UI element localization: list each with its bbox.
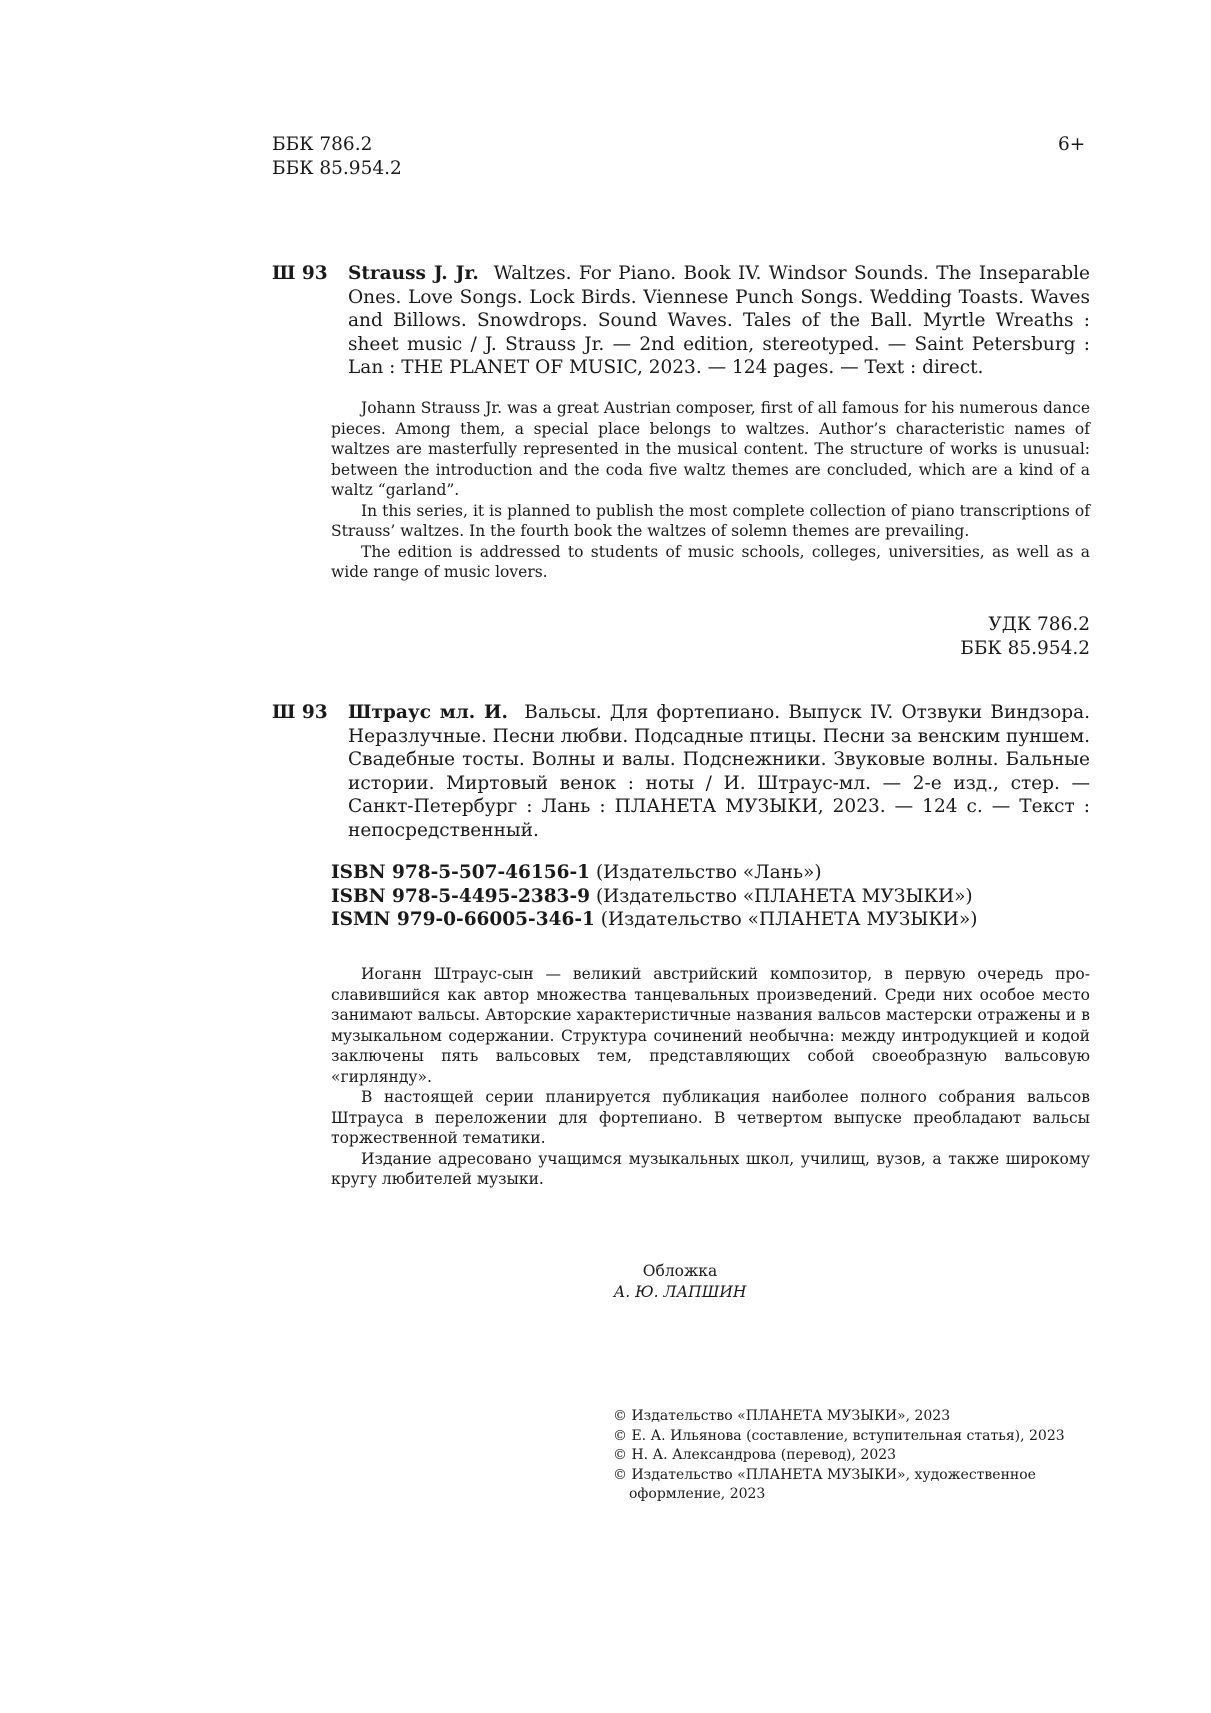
header-bbk-block [272,133,402,180]
identifiers-block [331,861,977,932]
english-abstract-paragraph: Johann Strauss Jr. was a great Austrian composer, first of all famous for his numerous dance pieces. Among them, a special place belongs to waltzes. Author’s characteristic names of waltzes are masterfully represented in the musical content. The structure of works is unusual: between the introduction and the coda five waltz themes are concluded, which are a kind of a waltz “garland”. [331,399,1090,499]
identifier-code: ISBN 978-5-4495-2383-9 [331,885,591,907]
english-catalog-entry [272,262,1090,380]
identifier-code: ISBN 978-5-507-46156-1 [331,862,591,883]
header-bbk-2: ББК 85.954.2 [272,157,402,179]
identifier-publisher: (Издательство «Лань») [590,862,822,883]
identifier-publisher: (Издательство «ПЛАНЕТА МУЗЫКИ») [594,909,978,930]
copyright-block [613,1407,1093,1505]
russian-citation [348,701,1090,842]
copyright-line: © Издательство «ПЛАНЕТА МУЗЫКИ», художественное оформление, 2023 [613,1466,1036,1502]
copyright-line: © Н. А. Александрова (перевод), 2023 [613,1447,897,1463]
identifier-publisher: (Издательство «ПЛАНЕТА МУЗЫКИ») [590,885,973,907]
age-rating: 6+ [1058,134,1086,155]
russian-abstract [331,964,1090,1190]
russian-catalog-entry [272,701,1090,842]
russian-citation-text: Вальсы. Для фортепиано. Выпуск IV. Отзвуки Виндзора. Неразлучные. Песни любви. Подсадные птицы. Песни за венским пуншем. Свадебные тосты. Волны и валы. Подснежники. Звуковые волны. Бальные истории. Миртовый венок : ноты / И. Штраус-мл. — 2-е изд., стер. — Санкт-Петербург : Лань : ПЛАНЕТА МУЗЫКИ, 2023. — 124 с. — Текст : непосредственный. [348,702,1090,841]
identifier-line [331,861,977,885]
russian-abstract-paragraph: В настоящей серии планируется публикация наиболее полного собрания вальсов Штрауса в переложении для фортепиано. В четвертом выпуске преобладают вальсы торжественной тематики. [331,1088,1090,1147]
english-abstract [331,398,1090,583]
russian-abstract-paragraph: Иоганн Штраус-сын — великий австрийский композитор, в первую очередь прославившийся как автор множества танцевальных произведений. Среди них особое место занимают вальсы. Авторские характеристичные названия вальсов мастерски отражены и в музыкальном содержании. Структура сочинений необычна: между интродукцией и кодой заключены пять вальсовых тем, представляющих собой своеобразную вальсовую «гирлянду». [331,965,1090,1086]
english-citation-text: Waltzes. For Piano. Book IV. Windsor Sounds. The Inseparable Ones. Love Songs. Lock Birds. Viennese Punch Songs. Wedding Toasts. Waves and Billows. Snowdrops. Sound Waves. Tales of the Ball. Myrtle Wreaths : sheet music / J. Strauss Jr. — 2nd edition, stereotyped. — Saint Petersburg : Lan : THE PLANET OF MUSIC, 2023. — 124 pages. — Text : direct. [348,263,1090,378]
english-abstract-paragraph: In this series, it is planned to publish the most complete collection of piano transcriptions of Strauss’ waltzes. In the fourth book the waltzes of solemn themes are prevailing. [331,501,1090,540]
header-bbk-1: ББК 786.2 [272,134,373,155]
copyright-line: © Издательство «ПЛАНЕТА МУЗЫКИ», 2023 [613,1408,951,1424]
identifier-line [331,885,977,909]
identifier-code: ISMN 979-0-66005-346-1 [331,909,595,930]
cover-credit [560,1261,800,1302]
english-abstract-paragraph: The edition is addressed to students of music schools, colleges, universities, as well as a wide range of music lovers. [331,542,1090,581]
russian-author: Штраус мл. И. [348,702,508,723]
english-citation [348,262,1090,380]
russian-abstract-paragraph: Издание адресовано учащимся музыкальных школ, училищ, вузов, а также широкому кругу любителей музыки. [331,1149,1090,1188]
identifier-line [331,908,977,932]
russian-author-mark: Ш 93 [272,702,328,723]
copyright-line: © Е. А. Ильянова (составление, вступительная статья), 2023 [613,1427,1065,1444]
cover-credit-label: Обложка [642,1262,718,1280]
bbk-code: ББК 85.954.2 [960,637,1090,659]
classification-block [800,613,1090,660]
english-author: Strauss J. Jr. [348,263,479,284]
udk-code: УДК 786.2 [988,614,1090,635]
cover-credit-name: А. Ю. ЛАПШИН [613,1282,747,1301]
english-author-mark: Ш 93 [272,263,328,284]
